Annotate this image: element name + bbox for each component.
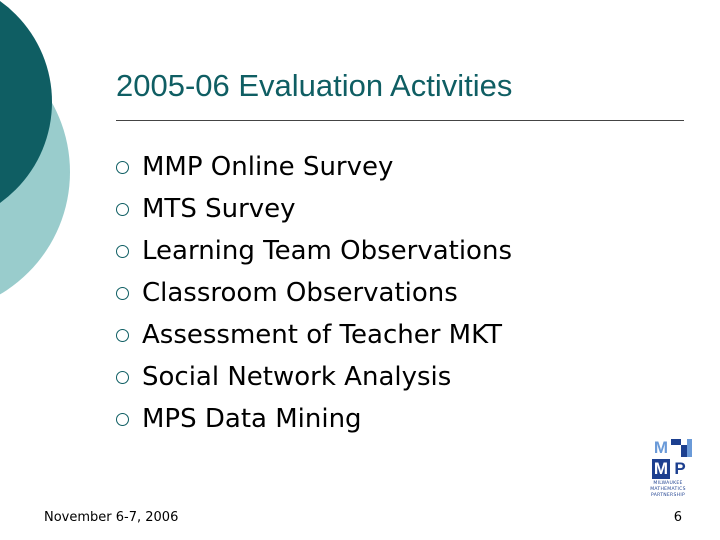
bullet-text: MPS Data Mining (142, 404, 362, 434)
bullet-text: Learning Team Observations (142, 236, 512, 266)
mmp-logo (640, 437, 696, 503)
bullet-text: Classroom Observations (142, 278, 458, 308)
bullet-text: MTS Survey (142, 194, 296, 224)
bullet-item (116, 356, 512, 398)
logo-letter-m-bottom: M (653, 459, 669, 478)
bullet-item (116, 146, 512, 188)
circle-bullet-icon (116, 203, 129, 216)
bullet-item (116, 188, 512, 230)
footer-date: November 6-7, 2006 (44, 510, 179, 525)
logo-letter-p: P (671, 459, 689, 479)
bullet-text: MMP Online Survey (142, 152, 394, 182)
logo-block (687, 439, 692, 457)
slide-title: 2005-06 Evaluation Activities (116, 68, 513, 103)
bullet-text: Assessment of Teacher MKT (142, 320, 503, 350)
bullet-item (116, 230, 512, 272)
bullet-text: Social Network Analysis (142, 362, 452, 392)
circle-bullet-icon (116, 161, 129, 174)
bullet-item (116, 314, 512, 356)
logo-caption: MILWAUKEE MATHEMATICS PARTNERSHIP (650, 481, 686, 498)
circle-bullet-icon (116, 371, 129, 384)
decorative-circles (0, 0, 80, 300)
circle-bullet-icon (116, 413, 129, 426)
bullet-item (116, 398, 512, 440)
title-divider (116, 120, 684, 121)
circle-bullet-icon (116, 245, 129, 258)
bullet-list (116, 146, 512, 440)
logo-block (671, 439, 681, 445)
logo-letter-m-top: M (653, 438, 669, 457)
circle-bullet-icon (116, 329, 129, 342)
circle-bullet-icon (116, 287, 129, 300)
page-number: 6 (673, 510, 682, 525)
bullet-item (116, 272, 512, 314)
